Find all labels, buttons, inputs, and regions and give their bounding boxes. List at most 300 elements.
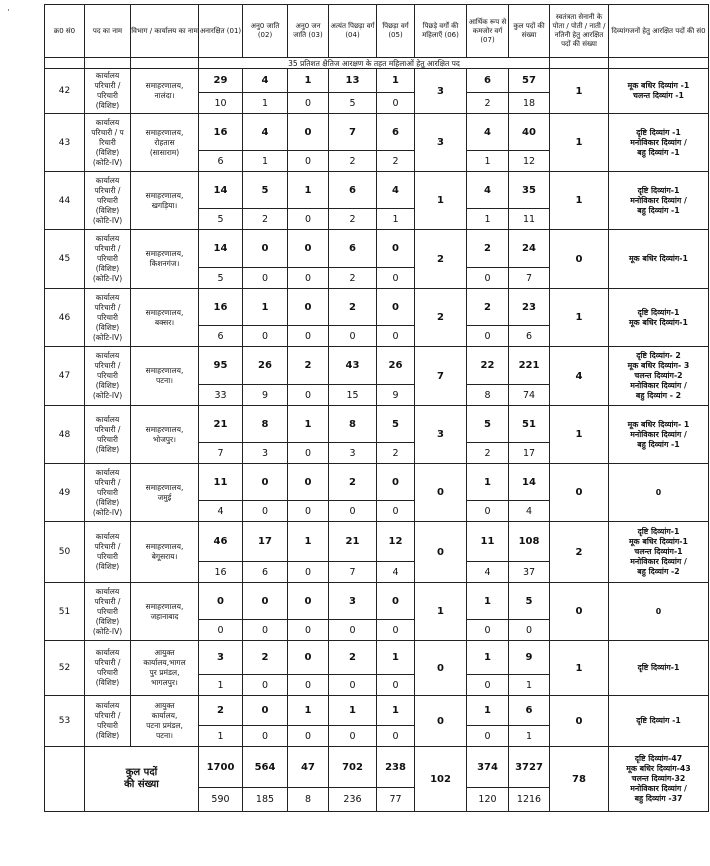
count-ews: 1 <box>467 583 509 620</box>
count-ebc: 8 <box>329 406 377 443</box>
post-name-line: (विशिष्ट) <box>95 616 120 626</box>
count-sc: 0 <box>243 464 288 501</box>
count-st: 1 <box>288 522 329 562</box>
count-bc-women: 102 <box>415 747 467 812</box>
women-count-ebc: 15 <box>329 385 377 406</box>
disability-reservation <box>609 464 709 522</box>
women-count-bc: 0 <box>377 326 415 347</box>
count-st: 0 <box>288 583 329 620</box>
count-bc-women: 0 <box>415 464 467 522</box>
department-name <box>131 172 199 230</box>
women-count-ebc: 3 <box>329 443 377 464</box>
disability-reservation-line: बहु दिव्यांग -1 <box>637 147 680 157</box>
count-sc: 5 <box>243 172 288 209</box>
disability-reservation-line: 0 <box>655 606 662 616</box>
count-ews: 6 <box>467 69 509 93</box>
disability-reservation-line: दृष्टि दिव्यांग-1 <box>637 185 680 195</box>
disability-reservation-line: मनोविकार दिव्यांग / <box>630 429 687 439</box>
corner-mark: · <box>7 6 10 16</box>
count-sc: 26 <box>243 347 288 385</box>
department-name-line: समाहरणालय, <box>145 424 184 434</box>
freedom-fighter-count: 0 <box>550 464 609 522</box>
count-ebc: 13 <box>329 69 377 93</box>
women-count-st: 0 <box>288 268 329 289</box>
department-name-line: आयुक्त <box>154 648 175 657</box>
count-bc-women: 3 <box>415 406 467 464</box>
count-total: 23 <box>509 289 550 326</box>
freedom-fighter-count: 1 <box>550 289 609 347</box>
count-bc-women: 1 <box>415 583 467 641</box>
women-count-st: 0 <box>288 620 329 641</box>
women-count-ews: 0 <box>467 326 509 347</box>
post-name <box>85 230 131 289</box>
count-sc: 1 <box>243 289 288 326</box>
count-st: 0 <box>288 464 329 501</box>
header-bcw: पिछड़े वर्गों की महिलाएँ (06) <box>415 5 467 58</box>
women-count-sc: 0 <box>243 726 288 747</box>
count-st: 0 <box>288 289 329 326</box>
post-name-line: रिचारी <box>99 137 116 147</box>
count-ews: 2 <box>467 230 509 268</box>
department-name <box>131 464 199 522</box>
freedom-fighter-count: 1 <box>550 406 609 464</box>
count-ews: 11 <box>467 522 509 562</box>
post-name-line: (कोटि-IV) <box>92 391 123 400</box>
women-count-bc: 0 <box>377 675 415 696</box>
count-total: 35 <box>509 172 550 209</box>
count-gen: 14 <box>199 172 243 209</box>
women-count-total: 7 <box>509 268 550 289</box>
disability-reservation-line: चलन्त दिव्यांग-32 <box>631 774 686 783</box>
count-gen: 21 <box>199 406 243 443</box>
count-st: 1 <box>288 406 329 443</box>
women-count-gen: 16 <box>199 562 243 583</box>
table-row <box>45 747 709 788</box>
subheader-row <box>45 58 709 69</box>
women-count-total: 18 <box>509 93 550 114</box>
serial-number: 48 <box>45 406 85 464</box>
women-count-total: 11 <box>509 209 550 230</box>
freedom-fighter-count: 0 <box>550 230 609 289</box>
count-ews: 2 <box>467 289 509 326</box>
count-st: 1 <box>288 69 329 93</box>
department-name <box>131 230 199 289</box>
disability-reservation <box>609 230 709 289</box>
count-gen: 11 <box>199 464 243 501</box>
freedom-fighter-count: 4 <box>550 347 609 406</box>
women-count-total: 1216 <box>509 788 550 812</box>
women-count-bc: 0 <box>377 501 415 522</box>
freedom-fighter-count: 1 <box>550 114 609 172</box>
disability-reservation <box>609 289 709 347</box>
count-sc: 4 <box>243 69 288 93</box>
disability-reservation <box>609 69 709 114</box>
women-count-ews: 1 <box>467 151 509 172</box>
department-name-line: रोहतास <box>154 137 175 147</box>
department-name-line: समाहरणालय, <box>145 190 184 200</box>
women-count-ebc: 5 <box>329 93 377 114</box>
count-ebc: 702 <box>329 747 377 788</box>
women-count-ews: 0 <box>467 726 509 747</box>
count-ews: 4 <box>467 172 509 209</box>
women-count-st: 0 <box>288 501 329 522</box>
women-count-gen: 5 <box>199 268 243 289</box>
post-name-line: परिचारी / <box>94 244 121 253</box>
women-count-ews: 0 <box>467 675 509 696</box>
post-name-line: परिचारी / <box>94 596 121 606</box>
post-name-line: परिचारी / <box>94 477 121 487</box>
empty-cell <box>45 747 85 812</box>
women-count-ews: 8 <box>467 385 509 406</box>
disability-reservation-line: बहु दिव्यांग -1 <box>637 205 680 215</box>
count-total: 51 <box>509 406 550 443</box>
count-ebc: 6 <box>329 172 377 209</box>
women-count-ebc: 7 <box>329 562 377 583</box>
post-name-line: कार्यालय <box>95 117 120 127</box>
post-name-line: (विशिष्ट) <box>95 444 120 454</box>
women-count-ews: 1 <box>467 209 509 230</box>
women-count-total: 74 <box>509 385 550 406</box>
disability-reservation-line: मनोविकार दिव्यांग / <box>630 381 687 390</box>
women-count-st: 0 <box>288 209 329 230</box>
women-count-total: 0 <box>509 620 550 641</box>
department-name-line: समाहरणालय, <box>145 542 184 551</box>
post-name <box>85 464 131 522</box>
women-count-st: 0 <box>288 93 329 114</box>
post-name-line: (विशिष्ट) <box>95 497 120 507</box>
post-name-line: परिचारी <box>97 91 118 100</box>
count-ews: 1 <box>467 696 509 726</box>
women-count-bc: 2 <box>377 151 415 172</box>
total-label <box>85 747 199 812</box>
post-name-line: कार्यालय <box>95 351 120 360</box>
women-count-total: 1 <box>509 726 550 747</box>
women-count-gen: 10 <box>199 93 243 114</box>
serial-number: 42 <box>45 69 85 114</box>
department-name <box>131 522 199 583</box>
women-count-total: 17 <box>509 443 550 464</box>
post-name-line: परिचारी <box>97 668 118 677</box>
post-name-line: (कोटि-IV) <box>92 507 123 517</box>
post-name-line: (कोटि-IV) <box>92 274 123 283</box>
post-name-line: (विशिष्ट) <box>95 322 120 332</box>
women-count-total: 6 <box>509 326 550 347</box>
count-gen: 29 <box>199 69 243 93</box>
women-count-gen: 4 <box>199 501 243 522</box>
count-sc: 4 <box>243 114 288 151</box>
department-name-line: भोजपुर। <box>153 434 176 444</box>
women-count-st: 8 <box>288 788 329 812</box>
post-name-line: कार्यालय <box>95 414 120 424</box>
disability-reservation-line: मूक बधिर दिव्यांग -1 <box>627 81 690 90</box>
women-count-st: 0 <box>288 385 329 406</box>
department-name-line: कार्यालय,भागल <box>143 658 186 667</box>
count-bc-women: 7 <box>415 347 467 406</box>
women-count-gen: 0 <box>199 620 243 641</box>
women-count-gen: 6 <box>199 151 243 172</box>
count-total: 40 <box>509 114 550 151</box>
women-count-total: 1 <box>509 675 550 696</box>
women-count-st: 0 <box>288 726 329 747</box>
women-count-ebc: 2 <box>329 151 377 172</box>
post-name-line: कार्यालय <box>95 234 120 243</box>
freedom-fighter-count: 1 <box>550 641 609 696</box>
post-name-line: कार्यालय <box>95 648 120 657</box>
disability-reservation-line: दृष्टि दिव्यांग -1 <box>636 127 681 137</box>
disability-reservation-line: दृष्टि दिव्यांग-47 <box>634 754 683 763</box>
count-st: 1 <box>288 696 329 726</box>
women-count-sc: 0 <box>243 326 288 347</box>
disability-reservation-line: दृष्टि दिव्यांग -1 <box>636 716 681 725</box>
serial-number: 46 <box>45 289 85 347</box>
post-name-line: परिचारी <box>97 434 118 444</box>
department-name-line: जहानाबाद <box>150 611 179 621</box>
disability-reservation-line: मनोविकार दिव्यांग / <box>630 137 687 147</box>
freedom-fighter-count: 0 <box>550 583 609 641</box>
department-name-line: कार्यालय, <box>151 711 178 720</box>
women-count-gen: 33 <box>199 385 243 406</box>
table-row <box>45 406 709 443</box>
count-ews: 5 <box>467 406 509 443</box>
count-ebc: 2 <box>329 289 377 326</box>
count-bc-women: 0 <box>415 522 467 583</box>
department-name <box>131 583 199 641</box>
table-row <box>45 230 709 268</box>
women-count-ews: 0 <box>467 620 509 641</box>
department-name <box>131 347 199 406</box>
post-name-line: परिचारी / <box>94 361 121 370</box>
women-count-st: 0 <box>288 675 329 696</box>
count-total: 221 <box>509 347 550 385</box>
disability-reservation-line: दृष्टि दिव्यांग-1 <box>637 307 680 317</box>
disability-reservation-line: दृष्टि दिव्यांग- 2 <box>636 351 681 360</box>
table-body <box>45 69 709 812</box>
disability-reservation <box>609 347 709 406</box>
count-ebc: 3 <box>329 583 377 620</box>
count-ews: 374 <box>467 747 509 788</box>
disability-reservation-line: मनोविकार दिव्यांग / <box>630 557 687 566</box>
disability-reservation <box>609 641 709 696</box>
count-sc: 564 <box>243 747 288 788</box>
count-total: 3727 <box>509 747 550 788</box>
post-name <box>85 406 131 464</box>
disability-reservation-line: बहु दिव्यांग - 2 <box>635 391 682 400</box>
women-count-bc: 0 <box>377 726 415 747</box>
count-total: 24 <box>509 230 550 268</box>
post-name-line: कार्यालय <box>95 175 120 185</box>
post-name-line: (विशिष्ट) <box>95 264 120 273</box>
post-name <box>85 69 131 114</box>
count-gen: 95 <box>199 347 243 385</box>
table-row <box>45 69 709 93</box>
department-name-line: पुर प्रमंडल, <box>149 668 180 677</box>
disability-reservation-line: दृष्टि दिव्यांग-1 <box>637 527 680 536</box>
women-count-bc: 0 <box>377 620 415 641</box>
disability-reservation-line: मूक बधिर दिव्यांग- 1 <box>627 419 690 429</box>
disability-reservation-line: मूक बधिर दिव्यांग-1 <box>629 537 688 546</box>
count-bc: 0 <box>377 289 415 326</box>
count-bc: 5 <box>377 406 415 443</box>
count-ebc: 2 <box>329 641 377 675</box>
post-name-line: परिचारी <box>97 487 118 497</box>
header-sc: अनु0 जाति (02) <box>243 5 288 58</box>
count-total: 14 <box>509 464 550 501</box>
post-name-line: (विशिष्ट) <box>95 381 120 390</box>
count-ews: 1 <box>467 464 509 501</box>
department-name-line: भागलपुर। <box>151 678 178 687</box>
header-ebc: अत्यंत पिछड़ा वर्ग (04) <box>329 5 377 58</box>
post-name <box>85 583 131 641</box>
women-count-total: 4 <box>509 501 550 522</box>
post-name-line: (विशिष्ट) <box>95 147 120 157</box>
count-total: 5 <box>509 583 550 620</box>
count-total: 108 <box>509 522 550 562</box>
disability-reservation <box>609 172 709 230</box>
department-name <box>131 696 199 747</box>
serial-number: 53 <box>45 696 85 747</box>
department-name-line: बेगूसराय। <box>151 552 178 561</box>
department-name-line: जमुई <box>157 492 172 502</box>
count-st: 1 <box>288 172 329 209</box>
post-name-line: परिचारी / <box>94 711 121 720</box>
women-count-ews: 0 <box>467 501 509 522</box>
serial-number: 49 <box>45 464 85 522</box>
post-name-line: (विशिष्ट) <box>95 205 120 215</box>
disability-reservation-line: 0 <box>655 487 662 497</box>
count-gen: 1700 <box>199 747 243 788</box>
disability-reservation <box>609 522 709 583</box>
freedom-fighter-count: 1 <box>550 69 609 114</box>
department-name-line: बक्सर। <box>154 317 175 327</box>
post-name-line: परिचारी / <box>94 542 121 551</box>
count-st: 0 <box>288 114 329 151</box>
department-name <box>131 114 199 172</box>
serial-number: 44 <box>45 172 85 230</box>
count-ews: 4 <box>467 114 509 151</box>
post-name-line: परिचारी <box>97 254 118 263</box>
department-name-line: (सासाराम) <box>149 147 180 157</box>
count-bc-women: 2 <box>415 230 467 289</box>
department-name-line: खगड़िया। <box>151 200 178 210</box>
women-count-gen: 590 <box>199 788 243 812</box>
disability-reservation-line: दृष्टि दिव्यांग-1 <box>637 663 680 672</box>
post-name-line: (विशिष्ट) <box>95 731 120 740</box>
disability-reservation-line: मूक बधिर दिव्यांग-1 <box>629 317 688 327</box>
table-row <box>45 583 709 620</box>
count-sc: 0 <box>243 696 288 726</box>
count-total: 6 <box>509 696 550 726</box>
women-count-ebc: 0 <box>329 326 377 347</box>
post-name-line: (विशिष्ट) <box>95 678 120 687</box>
women-count-sc: 0 <box>243 268 288 289</box>
disability-reservation-line: चलन्त दिव्यांग-1 <box>634 547 683 556</box>
count-bc: 1 <box>377 641 415 675</box>
post-name-line: (कोटि-IV) <box>92 332 123 342</box>
table-row <box>45 289 709 326</box>
women-count-sc: 1 <box>243 151 288 172</box>
post-name <box>85 172 131 230</box>
post-name-line: परिचारी <box>97 606 118 616</box>
count-gen: 2 <box>199 696 243 726</box>
department-name-line: समाहरणालय, <box>145 307 184 317</box>
women-count-ews: 120 <box>467 788 509 812</box>
count-bc-women: 3 <box>415 114 467 172</box>
women-count-bc: 0 <box>377 268 415 289</box>
post-name-line: (कोटि-IV) <box>92 157 123 167</box>
table-row <box>45 347 709 385</box>
total-label-line: की संख्या <box>124 779 159 790</box>
post-name <box>85 114 131 172</box>
department-name-line: समाहरणालय, <box>145 601 184 611</box>
department-name <box>131 641 199 696</box>
post-name-line: परिचारी / <box>94 81 121 90</box>
women-count-gen: 1 <box>199 726 243 747</box>
table-row <box>45 114 709 151</box>
disability-reservation-line: मूक बधिर दिव्यांग-43 <box>626 764 691 773</box>
women-count-st: 0 <box>288 151 329 172</box>
count-ews: 1 <box>467 641 509 675</box>
post-name-line: परिचारी <box>97 552 118 561</box>
women-count-sc: 0 <box>243 501 288 522</box>
serial-number: 45 <box>45 230 85 289</box>
department-name-line: नालंदा। <box>154 91 175 100</box>
post-name-line: परिचारी / <box>94 658 121 667</box>
women-count-gen: 1 <box>199 675 243 696</box>
women-count-ebc: 2 <box>329 209 377 230</box>
disability-reservation <box>609 747 709 812</box>
department-name-line: समाहरणालय, <box>145 249 184 258</box>
department-name-line: आयुक्त <box>154 701 175 710</box>
header-ews: आर्थिक रूप से कमजोर वर्ग (07) <box>467 5 509 58</box>
count-bc: 6 <box>377 114 415 151</box>
post-name-line: कार्यालय <box>95 292 120 302</box>
women-count-ews: 0 <box>467 268 509 289</box>
post-name-line: कार्यालय <box>95 586 120 596</box>
post-name-line: (विशिष्ट) <box>95 562 120 571</box>
disability-reservation-line: मूक बधिर दिव्यांग- 3 <box>627 361 690 370</box>
disability-reservation-line: बहु दिव्यांग -37 <box>634 794 683 803</box>
disability-reservation-line: मनोविकार दिव्यांग / <box>630 784 687 793</box>
post-name-line: कार्यालय <box>95 71 120 80</box>
disability-reservation-line: चलन्त दिव्यांग -1 <box>633 91 684 100</box>
post-name-line: परिचारी / प <box>91 127 124 137</box>
department-name <box>131 406 199 464</box>
count-ebc: 7 <box>329 114 377 151</box>
count-bc-women: 0 <box>415 696 467 747</box>
post-name-line: परिचारी / <box>94 185 121 195</box>
department-name-line: समाहरणालय, <box>145 127 184 137</box>
post-name-line: परिचारी <box>97 312 118 322</box>
header-sno: क्र0 सं0 <box>45 5 85 58</box>
women-count-ews: 2 <box>467 443 509 464</box>
count-sc: 0 <box>243 583 288 620</box>
header-row <box>45 5 709 58</box>
count-ews: 22 <box>467 347 509 385</box>
table-row <box>45 641 709 675</box>
women-count-ebc: 0 <box>329 726 377 747</box>
women-count-total: 37 <box>509 562 550 583</box>
disability-reservation-line: मनोविकार दिव्यांग / <box>630 195 687 205</box>
count-bc-women: 2 <box>415 289 467 347</box>
women-count-bc: 0 <box>377 93 415 114</box>
post-name <box>85 641 131 696</box>
count-st: 2 <box>288 347 329 385</box>
department-name-line: समाहरणालय, <box>145 482 184 492</box>
count-bc: 26 <box>377 347 415 385</box>
department-name-line: पटना। <box>156 376 173 385</box>
post-name-line: कार्यालय <box>95 701 120 710</box>
women-count-bc: 1 <box>377 209 415 230</box>
